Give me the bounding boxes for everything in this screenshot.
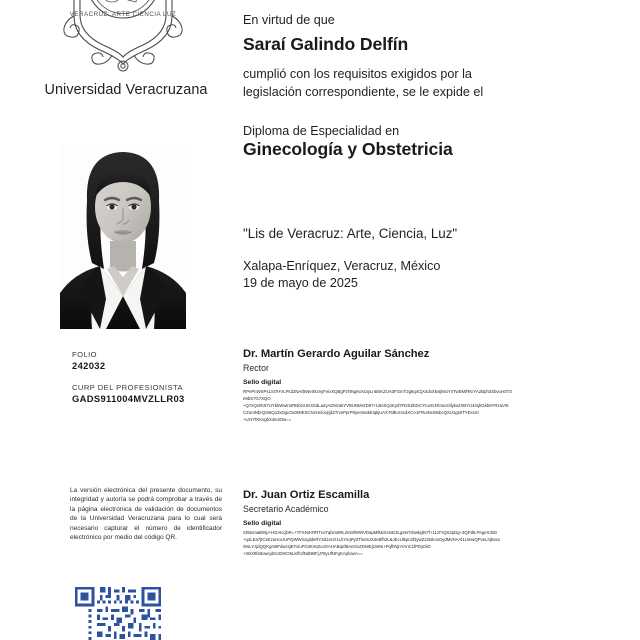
intro-line: En virtud de que bbox=[243, 13, 335, 27]
seal-line: WsLYzjdQQKgm9FdwzsjETo/uFG3KmtZoJOAHABqefBAeOxZDWEj1WNi+PqfhNjnYAnC1fPDy0iiG bbox=[243, 544, 431, 550]
folio-value: 242032 bbox=[72, 360, 106, 371]
statement-text bbox=[243, 66, 493, 101]
signer-name: Dr. Martín Gerardo Aguilar Sánchez bbox=[243, 348, 430, 360]
issue-place: Xalapa-Enríquez, Veracruz, México bbox=[243, 259, 441, 273]
seal-line: +q4LEa7jtCxE2uHocrUPQWWGogldeRY3d14cO1LhYsqPyZTlsn5JX3eBfh2L&JEcUlkpn2f3ywZ22tsknsOydMvNAAl1UmwQPveLhjbssa bbox=[243, 537, 500, 543]
signature-block-secretario bbox=[243, 489, 588, 557]
folio-label: FOLIO bbox=[72, 350, 98, 359]
signer-role: Secretario Académico bbox=[243, 504, 329, 514]
credential-meta bbox=[72, 350, 242, 404]
institution-name: Universidad Veracruzana bbox=[44, 82, 208, 98]
digital-seal-value bbox=[243, 529, 583, 557]
diploma-type: Diploma de Especialidad en bbox=[243, 124, 400, 138]
seal-line: CZor4NbrQSi6Qo3xDgcOx0MIESCNzHx/cejrjdZ7rvnPprP0yem6skEIqkjUAX76lEor4cdXCA1FRuINcWsbcQXU1gs0TYExsXl bbox=[243, 410, 479, 416]
issue-date: 19 de mayo de 2025 bbox=[243, 276, 358, 290]
curp-value: GADS911004MVZLLR03 bbox=[72, 393, 185, 404]
seal-line: ShBsmaBWp+HGAKcjbR=+TFXNrKRRTvoTqlsm8RLi/ml4fWWVDapMfMdzsmE3Lgx5I7shwkglN7f+11zFrQS2pDg+3QPdtLPegeXJbD bbox=[243, 530, 497, 535]
svg-text:VERACRUZ: ARTE CIENCIA LUZ: VERACRUZ: ARTE CIENCIA LUZ bbox=[69, 11, 177, 18]
digital-seal-value bbox=[243, 388, 583, 423]
seal-line: +UzHTKKvgbX46JiOw== bbox=[243, 417, 292, 423]
curp-label: CURP DEL PROFESIONISTA bbox=[72, 383, 184, 392]
signer-name: Dr. Juan Ortiz Escamilla bbox=[243, 489, 370, 501]
portrait-photo bbox=[60, 145, 186, 329]
university-motto: "Lis de Veracruz: Arte, Ciencia, Luz" bbox=[243, 226, 458, 241]
digital-seal-label: Sello digital bbox=[243, 520, 282, 527]
university-crest-icon bbox=[60, 0, 186, 76]
seal-line: RPePnWSPs1SI7HVLPs32NA/BWeSkznyFeixXQBgPzNNgKcKtayLn6/sKZUA3FGmT2g8q4CjX4dsXlwtjWciYnTwEM/RK/YA2Bph3SbvoHST3 bbox=[243, 389, 512, 394]
seal-line: +Q7xQsRc97UYbkWwinnRNbGUDXSdLa2yADNzakYVBUNMVrD87+LBsSQoKydYR2SZbDCYCwG4RJuoOilykx2XBYU4InjhGkb9YRzaVI5 bbox=[243, 403, 509, 409]
student-name: Saraí Galindo Delfín bbox=[243, 34, 409, 54]
statement-line-1: cumplió con los requisitos exigidos por la bbox=[243, 67, 472, 81]
signature-block-rector bbox=[243, 348, 588, 423]
validation-qr-code[interactable] bbox=[72, 584, 164, 640]
seal-line: e9bS7G7XQO bbox=[243, 396, 271, 402]
statement-line-2: legislación correspondiente, se le expide el bbox=[243, 84, 484, 99]
legal-note: La versión electrónica del presente documento, su integridad y autoría se podrá comprobar a través de la página electrónica de validación de documentos de la Universidad Veracruzana para lo cual será necesario capturar el número de identificador electrónico por medio del código QR. bbox=[70, 487, 222, 542]
program-name: Ginecología y Obstetricia bbox=[243, 139, 453, 159]
signer-role: Rector bbox=[243, 363, 269, 373]
digital-seal-label: Sello digital bbox=[243, 379, 282, 386]
seal-line: +3IsX9fx8owcjdSc2DKO6LKlfUfNdNBFjJ78yUfNFgKAphaxA== bbox=[243, 551, 363, 557]
